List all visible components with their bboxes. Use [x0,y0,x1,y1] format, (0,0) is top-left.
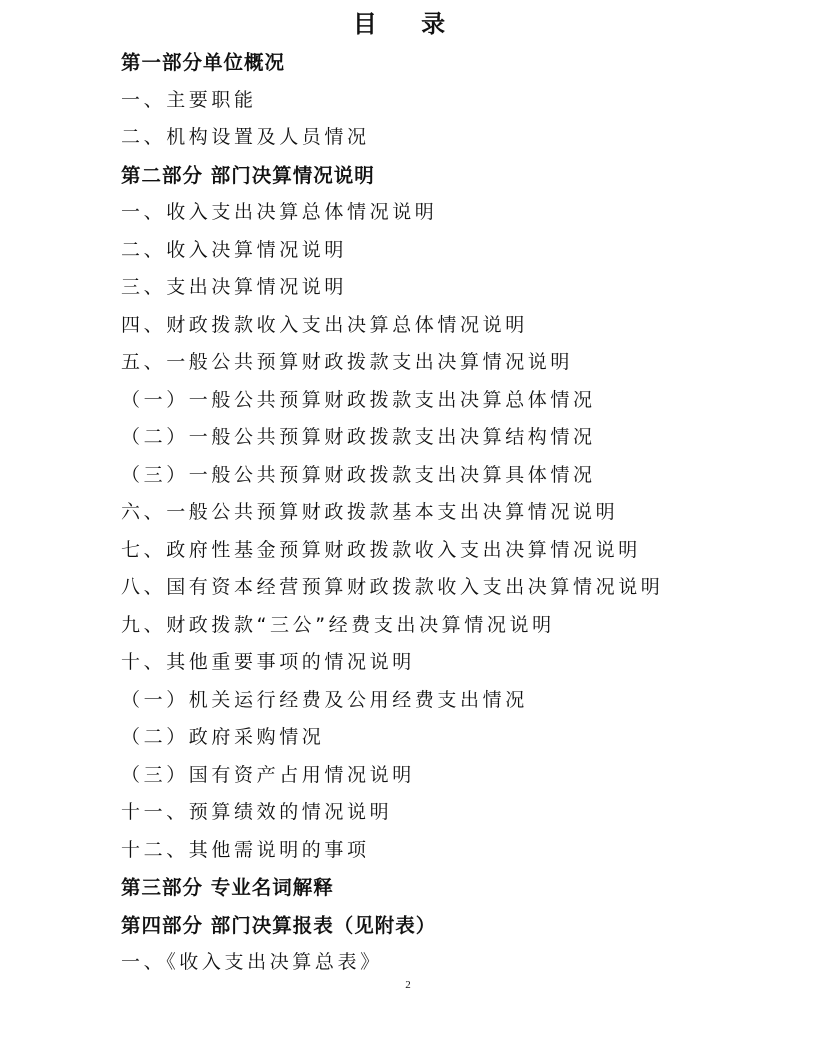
toc-entry: 一、收入支出决算总体情况说明 [121,201,438,223]
toc-entry: （二）一般公共预算财政拨款支出决算结构情况 [121,426,596,448]
toc-entry: 八、国有资本经营预算财政拨款收入支出决算情况说明 [121,576,664,598]
toc-entry: 一、《收入支出决算总表》 [121,951,383,973]
toc-entry: 二、机构设置及人员情况 [121,126,370,148]
toc-part-heading: 第四部分 部门决算报表（见附表） [121,913,437,937]
toc-entry: （三）一般公共预算财政拨款支出决算具体情况 [121,463,596,486]
toc-entry: 九、财政拨款“三公”经费支出决算情况说明 [121,613,555,636]
toc-entry: 三、支出决算情况说明 [121,276,348,298]
toc-entry: （二）政府采购情况 [121,726,325,748]
toc-entry: 十一、预算绩效的情况说明 [121,801,393,823]
toc-part-heading: 第一部分单位概况 [121,51,286,74]
toc-entry: 十二、其他需说明的事项 [121,838,370,861]
toc-part-heading: 第三部分 专业名词解释 [121,876,334,899]
toc-entry: （一）一般公共预算财政拨款支出决算总体情况 [121,388,596,411]
toc-entry: （一）机关运行经费及公用经费支出情况 [121,688,528,711]
toc-entry: 五、一般公共预算财政拨款支出决算情况说明 [121,351,574,373]
table-of-contents [121,44,781,982]
toc-entry: 一、主要职能 [121,88,257,111]
toc-entry: 六、一般公共预算财政拨款基本支出决算情况说明 [121,501,619,523]
page-number: 2 [405,979,411,991]
toc-entry: （三）国有资产占用情况说明 [121,763,415,786]
page-title: 目 录 [352,10,464,38]
toc-entry: 二、收入决算情况说明 [121,238,348,261]
toc-entry: 四、财政拨款收入支出决算总体情况说明 [121,313,528,336]
toc-entry: 十、其他重要事项的情况说明 [121,651,415,673]
toc-part-heading: 第二部分 部门决算情况说明 [121,163,375,187]
toc-entry: 七、政府性基金预算财政拨款收入支出决算情况说明 [121,538,641,561]
